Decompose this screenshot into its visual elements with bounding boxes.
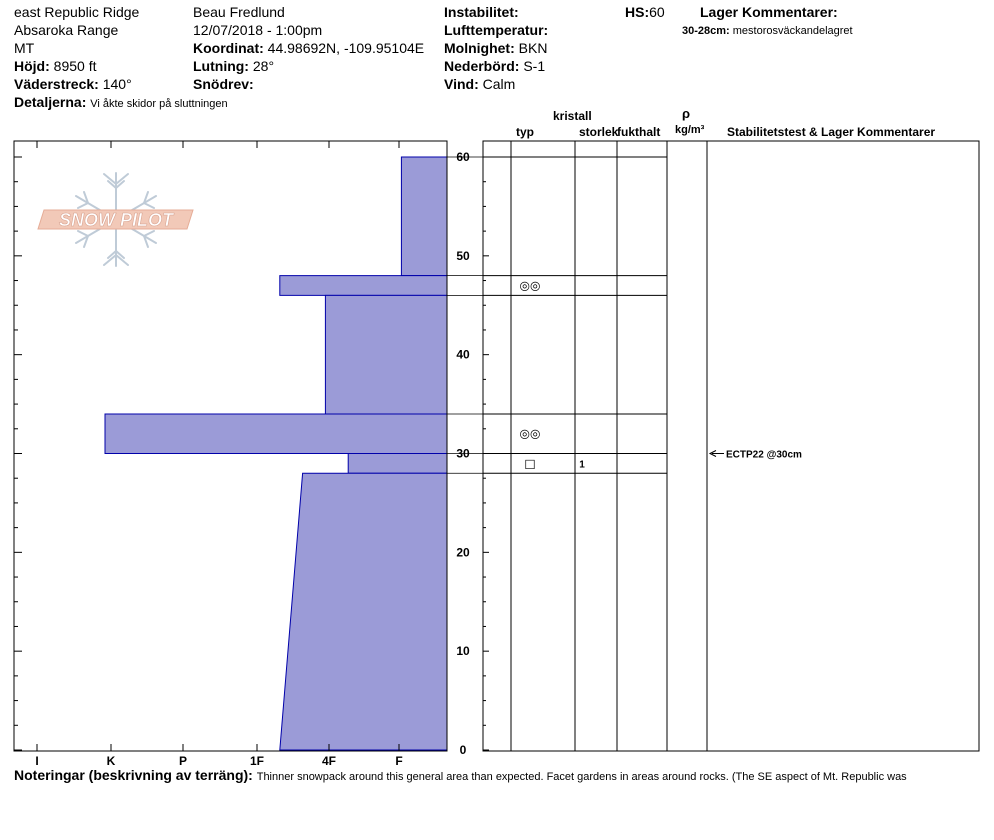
stability-header: Stabilitetstest & Lager Kommentarer — [727, 125, 936, 139]
elevation-label: Höjd: — [14, 58, 50, 74]
stability-test-label-0: ECTP22 @30cm — [726, 449, 802, 461]
depth-label-20: 20 — [456, 545, 470, 560]
notes-text: Thinner snowpack around this general area than expected. Facet gardens in areas around rocks. (The SE aspect of Mt. Republic was — [256, 771, 907, 783]
aspect-label: Väderstreck: — [14, 76, 99, 92]
coordinates-label: Koordinat: — [193, 40, 264, 56]
hardness-label-I: I — [35, 754, 39, 768]
depth-label-50: 50 — [456, 248, 470, 263]
hardness-bar-1 — [280, 276, 447, 296]
crystal-group-header: kristall — [553, 109, 592, 123]
layer-table — [483, 141, 979, 751]
layer-comment-text: mestorosväckandelagret — [732, 25, 853, 37]
layer-comment-depth: 30-28cm: — [682, 25, 730, 37]
observation-datetime: 12/07/2018 - 1:00pm — [193, 22, 323, 38]
wind-loading-label: Snödrev: — [193, 76, 254, 92]
details-label: Detaljerna: — [14, 94, 87, 110]
notes — [14, 766, 994, 784]
logo-text: SNOW PILOT — [59, 210, 173, 230]
air-temperature-label: Lufttemperatur: — [444, 22, 549, 38]
layer-rows — [447, 157, 802, 473]
snow-height-value: 60 — [649, 4, 665, 20]
depth-label-40: 40 — [456, 347, 470, 362]
hardness-bar-5 — [280, 473, 447, 750]
range-name: Absaroka Range — [14, 22, 119, 38]
precipitation-label: Nederbörd: — [444, 58, 520, 74]
elevation-value: 8950 ft — [53, 58, 97, 74]
sky-cover-label: Molnighet: — [444, 40, 515, 56]
wind-label: Vind: — [444, 76, 479, 92]
layer-comments-label: Lager Kommentarer: — [700, 4, 838, 20]
hardness-label-1F: 1F — [249, 754, 265, 768]
crystal-type-symbol-0: ◎◎ — [519, 278, 541, 293]
instability-label: Instabilitet: — [444, 4, 519, 20]
moisture-header: fukthalt — [617, 125, 661, 139]
density-symbol: ρ — [682, 106, 691, 121]
state-name: MT — [14, 40, 35, 56]
location-name: east Republic Ridge — [14, 4, 140, 20]
depth-label-30: 30 — [456, 446, 470, 461]
crystal-type-symbol-1: ◎◎ — [519, 426, 541, 441]
depth-label-10: 10 — [456, 644, 470, 659]
precipitation-value: S-1 — [523, 58, 546, 74]
depth-label-60: 60 — [456, 150, 470, 164]
density-unit: kg/m³ — [675, 124, 705, 136]
crystal-type-symbol-2: □ — [524, 456, 536, 471]
slope-label: Lutning: — [193, 58, 249, 74]
slope-value: 28° — [252, 58, 275, 74]
aspect-value: 140° — [102, 76, 132, 92]
crystal-type-header: typ — [516, 125, 534, 139]
crystal-size-header: storlek — [579, 125, 619, 139]
depth-label-0: 0 — [459, 743, 467, 757]
hardness-bar-0 — [401, 157, 447, 276]
hardness-bars — [105, 157, 447, 750]
wind-value: Calm — [482, 76, 516, 92]
hardness-label-F: F — [395, 754, 403, 768]
coordinates-value: 44.98692N, -109.95104E — [267, 40, 425, 56]
sky-cover-value: BKN — [518, 40, 548, 56]
snow-height-label: HS: — [625, 4, 650, 20]
hardness-bar-2 — [325, 295, 447, 414]
notes-label: Noteringar (beskrivning av terräng): — [14, 767, 253, 783]
hardness-bar-3 — [105, 414, 447, 454]
observer-name: Beau Fredlund — [193, 4, 285, 20]
hardness-label-K: K — [106, 754, 116, 768]
snow-pilot-logo — [38, 173, 193, 266]
crystal-size-2: 1 — [579, 459, 585, 471]
hardness-label-4F: 4F — [321, 754, 337, 768]
hardness-bar-4 — [348, 454, 447, 474]
layer-table-frame — [483, 141, 979, 751]
hardness-label-P: P — [178, 754, 188, 768]
details-value: Vi åkte skidor på sluttningen — [90, 98, 228, 110]
